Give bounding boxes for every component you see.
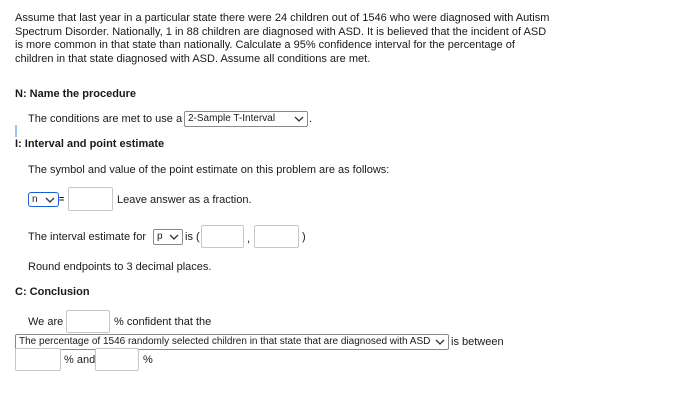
lower-percent-input[interactable] — [15, 348, 61, 371]
parameter-select-value: p — [157, 231, 163, 242]
equals-sign: = — [59, 194, 65, 204]
parameter-select[interactable] — [153, 229, 183, 245]
point-estimate-input[interactable] — [68, 187, 113, 211]
procedure-sentence-prefix: The conditions are met to use a — [28, 113, 183, 125]
point-estimate-sentence: The symbol and value of the point estimate on this problem are as follows: — [28, 164, 390, 176]
confidence-level-input[interactable] — [66, 310, 110, 333]
upper-percent-input[interactable] — [95, 348, 139, 371]
section-i-heading: I: Interval and point estimate — [15, 138, 165, 150]
problem-statement: Assume that last year in a particular state there were 24 children out of 1546 who were diagnosed with Autism Spectrum Disorder. Nationally, 1 in 88 children are diagnosed with ASD. It is believed that the incident of ASD is more common in that state than nationally. Calculate a 95% confidence interval for the percentage of children in that state diagnosed with ASD. Assume all conditions are met. — [15, 12, 550, 65]
upper-endpoint-input[interactable] — [254, 225, 299, 248]
percent-and-text: % and — [64, 354, 96, 366]
interval-is-text: is ( — [185, 231, 200, 243]
we-are-text: We are — [28, 316, 64, 328]
is-between-text: is between — [451, 336, 504, 348]
interval-sentence-prefix: The interval estimate for — [28, 231, 146, 243]
fraction-note: Leave answer as a fraction. — [117, 194, 252, 206]
interval-close-paren: ) — [302, 231, 306, 243]
interval-comma: , — [247, 233, 251, 245]
chevron-down-icon — [169, 233, 179, 241]
chevron-down-icon — [294, 115, 304, 123]
symbol-select-value: n — [32, 194, 38, 205]
section-n-heading: N: Name the procedure — [15, 88, 137, 100]
conclusion-statement-value: The percentage of 1546 randomly selected children in that state that are diagnosed with ASD — [19, 336, 431, 347]
symbol-select[interactable] — [28, 192, 59, 207]
conclusion-statement-select[interactable] — [15, 334, 449, 350]
rounding-note: Round endpoints to 3 decimal places. — [28, 261, 212, 273]
chevron-down-icon — [45, 196, 55, 204]
chevron-down-icon — [435, 338, 445, 346]
procedure-select-value: 2-Sample T-Interval — [188, 113, 276, 124]
procedure-sentence-suffix: . — [309, 113, 313, 125]
lower-endpoint-input[interactable] — [201, 225, 244, 248]
procedure-select[interactable] — [184, 111, 308, 127]
section-c-heading: C: Conclusion — [15, 286, 90, 298]
section-marker — [15, 125, 17, 137]
confident-text: % confident that the — [114, 316, 212, 328]
percent-sign: % — [143, 354, 153, 366]
